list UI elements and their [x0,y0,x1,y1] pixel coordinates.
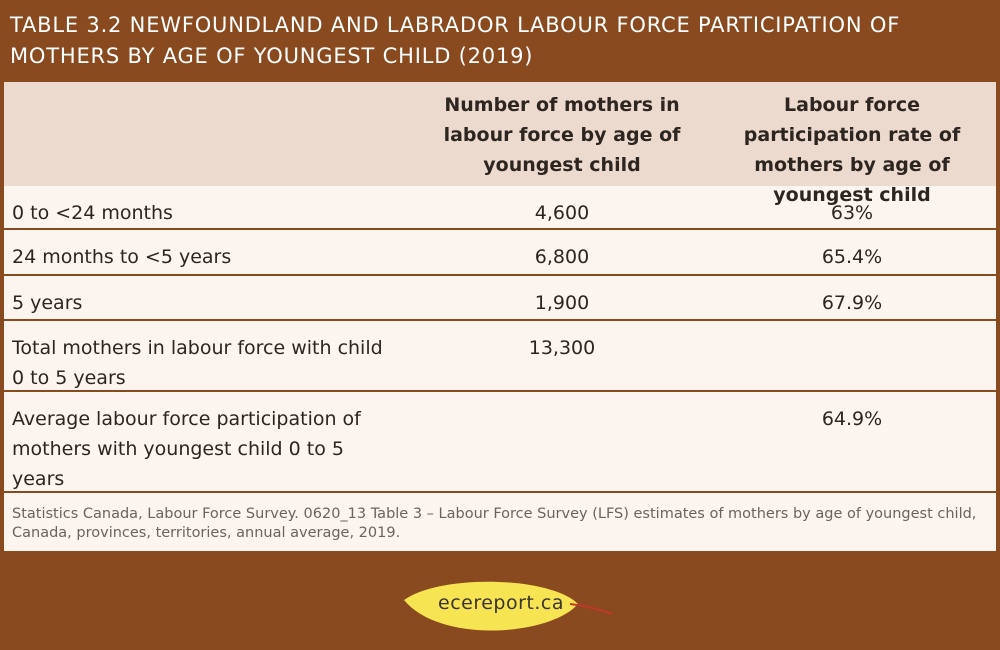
table-header-row [4,82,996,206]
header-cell-1 [4,82,416,186]
participation-rate: 63% [830,202,874,224]
logo-text[interactable]: ecereport.ca [438,592,564,614]
row-label: Total mothers in labour force with child 0 to 5 years [12,337,383,389]
table-row [4,186,996,230]
participation-rate: 64.9% [821,408,883,430]
table-row [4,276,996,321]
row-label: 5 years [12,292,83,314]
mothers-count: 6,800 [534,246,590,268]
table-row [4,230,996,276]
mothers-count [416,392,708,491]
table-title: TABLE 3.2 NEWFOUNDLAND AND LABRADOR LABOUR FORCE PARTICIPATION OF MOTHERS BY AGE OF YOUNGEST CHILD (2019) [10,13,901,68]
participation-rate: 67.9% [821,292,883,314]
participation-rate [708,321,996,390]
row-label: 0 to <24 months [12,202,173,224]
table-row [4,392,996,493]
row-label: 24 months to <5 years [12,246,232,268]
table-row [4,321,996,392]
data-table [4,82,996,551]
mothers-count: 4,600 [534,202,590,224]
mothers-count: 1,900 [534,292,590,314]
row-label: Average labour force participation of mothers with youngest child 0 to 5 years [12,408,361,490]
header-cell-participation-rate: Labour force participation rate of mothers by age of youngest child [743,94,961,206]
participation-rate: 65.4% [821,246,883,268]
header-cell-number-of-mothers: Number of mothers in labour force by age of youngest child [443,94,681,176]
source-note: Statistics Canada, Labour Force Survey. 0620_13 Table 3 – Labour Force Survey (LFS) estimates of mothers by age of youngest child, Canada, provinces, territories, annual average, 2019. [4,493,996,551]
mothers-count: 13,300 [528,337,596,359]
